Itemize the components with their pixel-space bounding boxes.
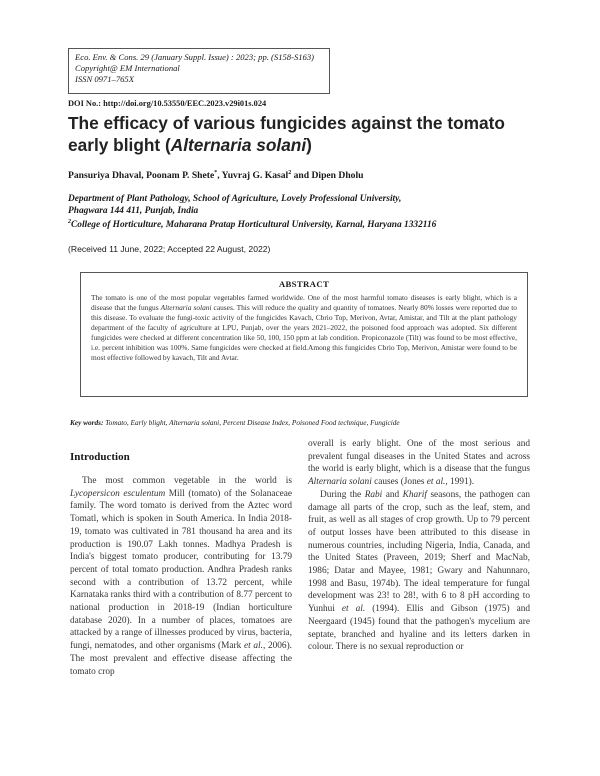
intro-right-paragraph-1 [308,438,530,489]
author-1: Pansuriya Dhaval, Poonam P. Shete [68,170,215,181]
journal-issn: ISSN 0971–765X [75,74,134,84]
affiliation-1-line2: Phagwara 144 411, Punjab, India [68,206,199,216]
affiliation-1 [68,193,401,217]
intro-right-p1-b: causes (Jones [371,477,427,488]
title-main: The efficacy of various fungicides against the tomato early blight ( [68,113,505,155]
abstract-text [91,293,517,363]
intro-right-p1-etal: et al., [426,477,448,488]
intro-right-p1-c: 1991). [447,477,475,488]
intro-right-p2-rabi: Rabi [364,489,383,500]
received-dates: (Received 11 June, 2022; Accepted 22 August, 2022) [68,244,271,254]
affiliation-2-text: College of Horticulture, Maharana Pratap Horticultural University, Karnal, Haryana 1332116 [71,220,437,230]
abstract-heading: ABSTRACT [278,279,330,289]
intro-left-text-2: Mill (tomato) of the Solanaceae family. The word tomato is derived from the Aztec word Tomatl, which is spoken in South America. In India 2018-19, tomato was cultivated in 781 thousand ha area and its production is 190.07 Lakh tonnes. Madhya Pradesh is India's biggest tomato producer, contributing for 13.79 percent of total tomato production. Andhra Pradesh ranks second with a contribution of 13.72 percent, while Karnataka ranks third with a contribution of 8.77 percent to national production in 2018-19 (Indian horticulture database 2020). In a number of places, tomatoes are attacked by a range of illnesses produced by virus, bacteria, fungi, nematodes, and other organisms (Mark [70,488,293,652]
intro-right-p1-species: Alternaria solani [308,477,372,488]
intro-left-text-3: 2006). The most prevalent and effective disease affecting the tomato crop [70,641,292,677]
intro-right-p2-etal: et al. [341,604,366,615]
affiliation-2-marker: 2 [68,219,71,225]
affiliation-2 [68,219,436,231]
introduction-heading: Introduction [70,451,130,463]
journal-copyright: Copyright@ EM International [75,63,180,73]
intro-left-text-1: The most common vegetable in the world is [82,476,292,486]
affiliation-1-line1: Department of Plant Pathology, School of Agriculture, Lovely Professional University, [68,194,402,204]
keywords [70,418,530,428]
intro-right-p2-kharif: Kharif [402,489,427,500]
author-3: and Dipen Dholu [291,170,364,181]
intro-left-etal: et al., [244,641,266,652]
title-species: Alternaria solani [170,134,307,155]
author-2-marker: 2 [288,170,292,176]
abstract-text-part1: The tomato is one of the most popular vegetables farmed worldwide. One of the most harmful tomato diseases is early blight, which is a disease that the fungus [91,293,517,312]
paper-title [68,113,538,156]
journal-citation-box [68,48,330,94]
intro-left-species: Lycopersicon esculentum [70,488,166,499]
intro-right-p1-a: overall is early blight. One of the most serious and prevalent fungal diseases in the United States and across the world is early blight, which is a disease that the fungus [308,439,530,475]
keywords-list: Tomato, Early blight, Alternaria solani, Percent Disease Index, Poisoned Food technique, Fungicide [103,418,400,427]
abstract-text-part2: causes. This will reduce the quality and quantity of tomatoes. Nearly 80% losses were reported due to this disease. To evaluate the fungi-toxic activity of the fungicides Kavach, Cbrio Top, Merivon, Avtar, Amistar, and Tilt at the plant pathology department of the faculty of agriculture at LPU, Punjab, over the years 2021–2022, the poisoned food approach was adopted. Six different fungicides were checked at different concentration like 50, 100, 150 ppm at lab condition. Propiconazole (Tilt) was found to be most effective, i.e. percent inhibition was 100%. Same fungicides were checked at field.Among this fungicides Cbrio Top, Merivon, Amistar were found to be most effective followed by kavach, Tilt and Avtar. [91,303,517,362]
author-1-marker: * [214,170,218,176]
intro-right-p2-c: seasons, the pathogen can damage all parts of the crop, such as the leaf, stem, and fruit, as well as all stages of crop growth. Up to 79 percent of output losses have been attributed to this disease in numerous countries, including Nigeria, India, Canada, and the United States (Praveen, 2019; Sherf and MacNab, 1986; Datar and Mayee, 1981; Gwary and Nahunnaro, 1998 and Basu, 1974b). The ideal temperature for fungal development was 23! to 28!, with 6 to 8 pH according to Yunhui [308,489,530,615]
introduction-column-right [308,438,530,654]
abstract-box [80,272,528,397]
intro-right-p2-d: (1994). Ellis and Gibson (1975) and Neergaard (1945) found that the pathogen's mycelium are septate, branched and hyaline and its letters darken in colour. There is no sexual reproduction or [308,604,530,653]
author-list [68,170,363,181]
keywords-label: Key words: [70,418,104,427]
abstract-species: Alternaria solani [160,303,212,312]
introduction-column-left [70,475,292,678]
intro-right-p2-b: and [382,489,403,500]
author-2: , Yuvraj G. Kasal [217,170,289,181]
title-end: ) [306,134,312,155]
intro-right-paragraph-2 [308,489,530,654]
intro-right-p2-a: During the [320,489,365,500]
doi-line[interactable]: DOI No.: http://doi.org/10.53550/EEC.2023.v29i01s.024 [68,99,267,108]
journal-citation: Eco. Env. & Cons. 29 (January Suppl. Issue) : 2023; pp. (S158-S163) [75,52,314,62]
